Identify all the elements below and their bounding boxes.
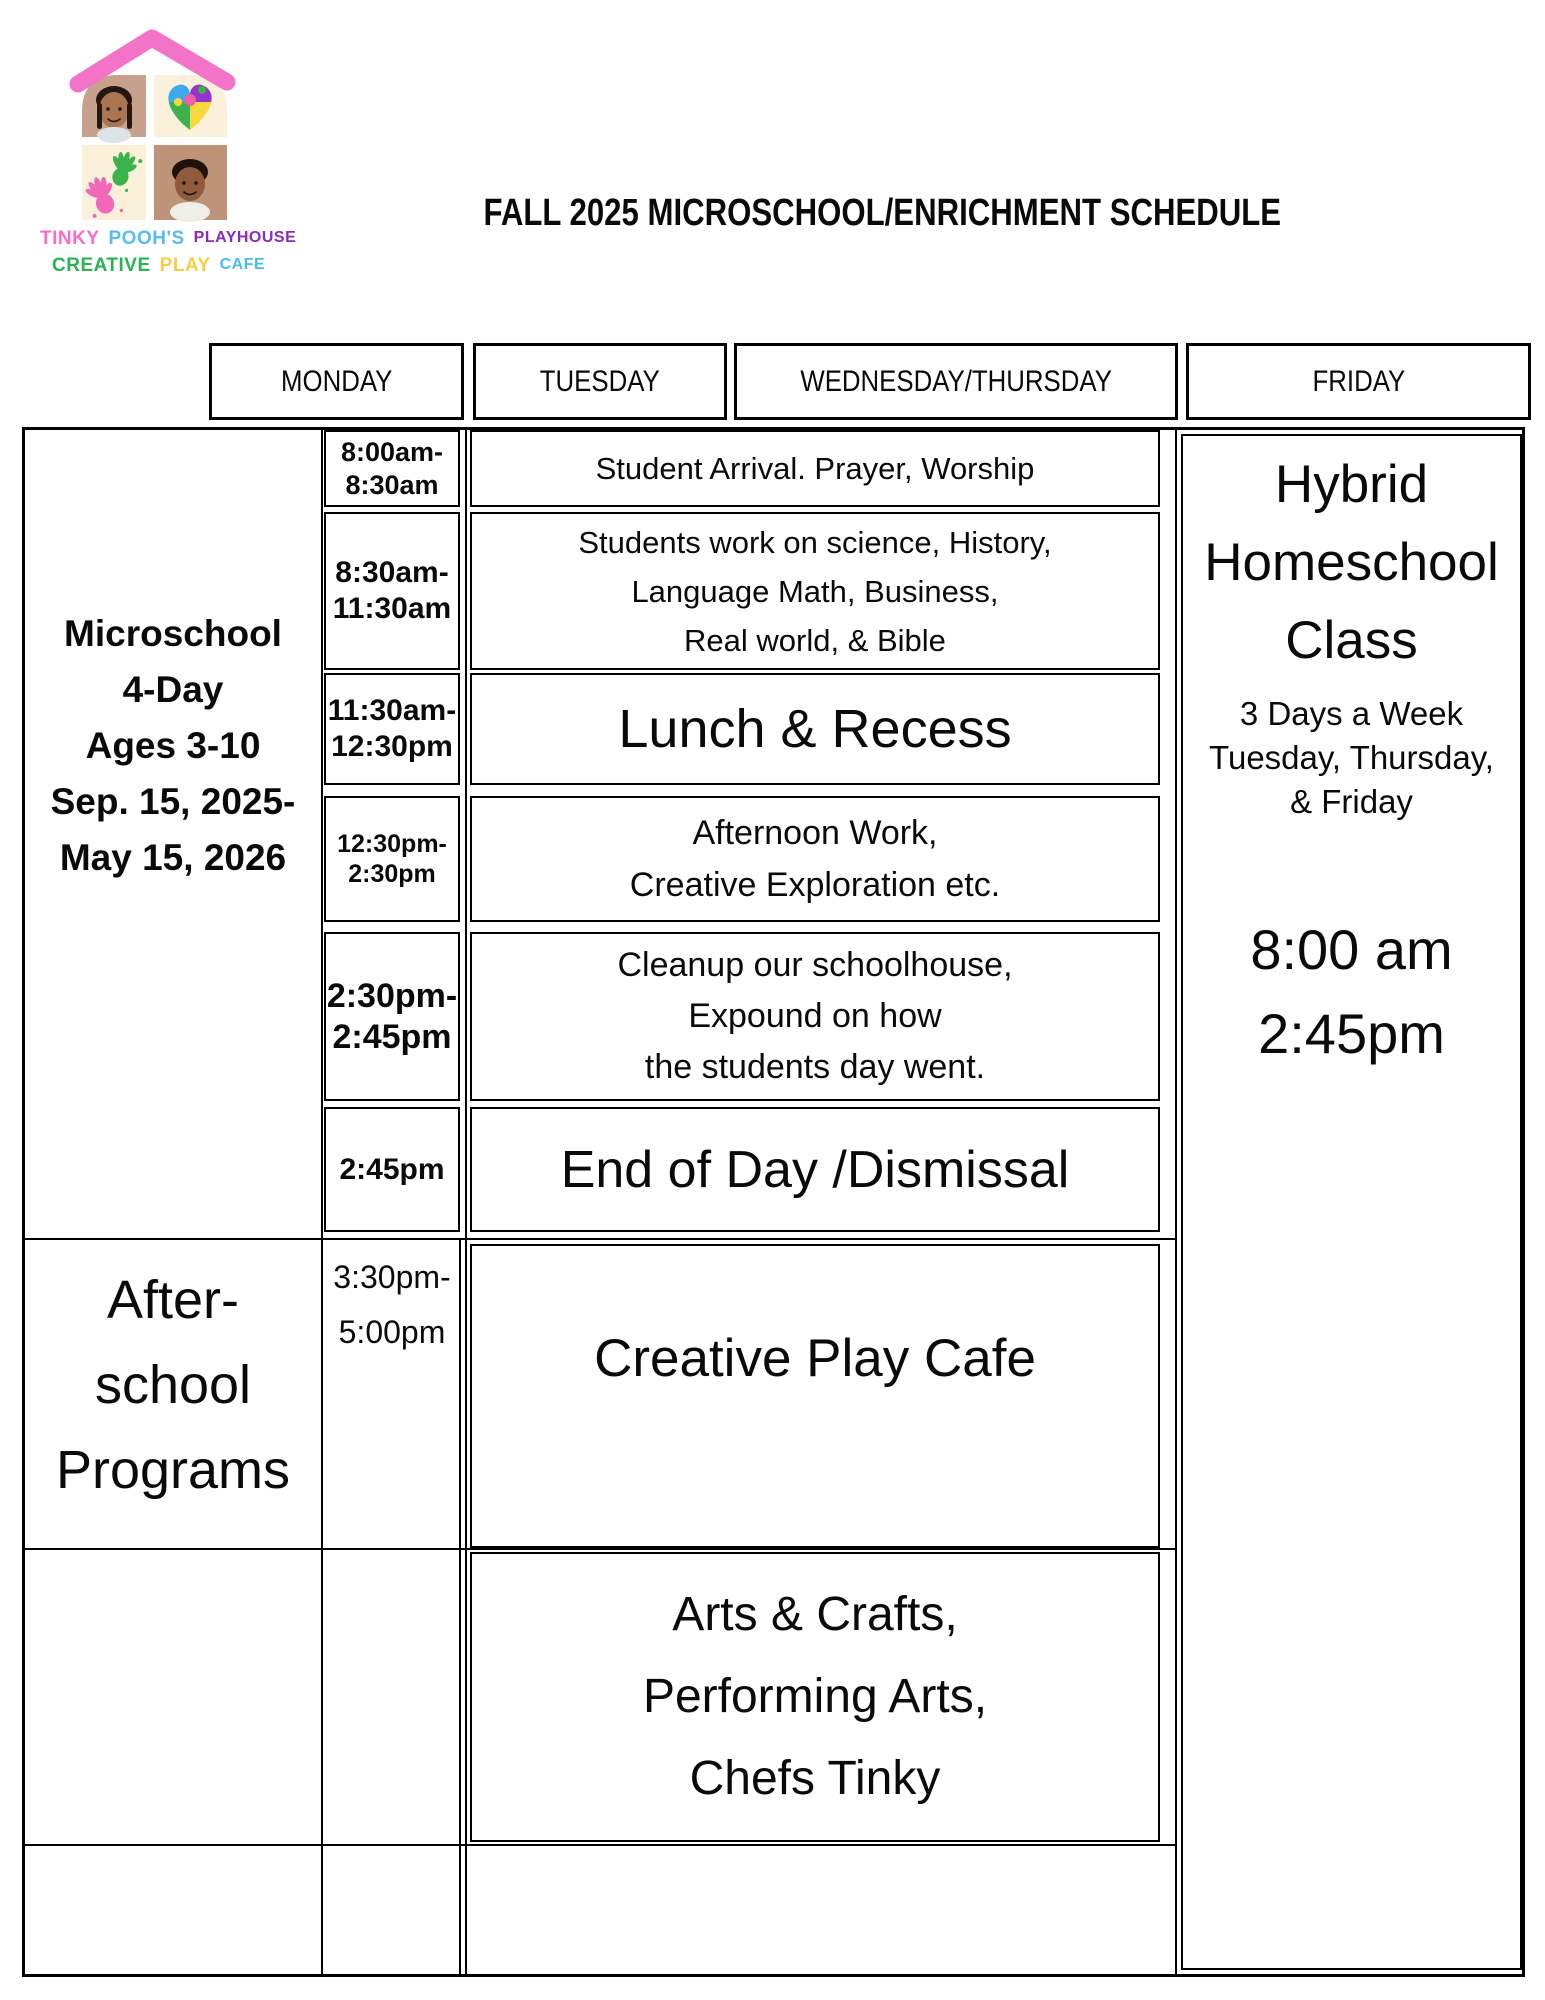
logo-text-line2 <box>52 255 265 277</box>
friday-title: Hybrid Homeschool Class <box>1204 455 1499 670</box>
divider-friday-column <box>1175 430 1177 1974</box>
day-header-wednesday-thursday: WEDNESDAY/THURSDAY <box>734 343 1178 420</box>
divider-arts-row-top <box>25 1548 1177 1550</box>
time-cell-arrival: 8:00am- 8:30am <box>324 430 460 507</box>
time-cell-cleanup: 2:30pm- 2:45pm <box>324 932 460 1101</box>
logo-word-playhouse: PLAYHOUSE <box>193 229 297 246</box>
activity-cell-creative-play-cafe: Creative Play Cafe <box>470 1244 1160 1548</box>
logo-word-poohs: POOH'S <box>108 228 185 249</box>
activity-cell-morning: Students work on science, History, Language Math, Business, Real world, & Bible <box>470 512 1160 670</box>
divider-bottom-row-top <box>25 1844 1177 1846</box>
microschool-label: Microschool 4-Day Ages 3-10 Sep. 15, 2025- May 15, 2026 <box>50 613 296 878</box>
day-header-tuesday: TUESDAY <box>473 343 727 420</box>
activity-cell-cleanup: Cleanup our schoolhouse, Expound on how the students day went. <box>470 932 1160 1101</box>
day-header-friday: FRIDAY <box>1186 343 1531 420</box>
girl-photo <box>96 86 132 143</box>
activity-cell-lunch: Lunch & Recess <box>470 673 1160 785</box>
logo-word-cafe: CAFE <box>219 256 266 273</box>
logo-word-creative: CREATIVE <box>52 255 151 276</box>
page-title: FALL 2025 MICROSCHOOL/ENRICHMENT SCHEDULE <box>483 192 1282 234</box>
time-cell-dismissal: 2:45pm <box>324 1107 460 1232</box>
roof-icon <box>78 38 227 84</box>
divider-afterschool-top <box>25 1238 1177 1240</box>
activity-cell-arrival: Student Arrival. Prayer, Worship <box>470 430 1160 507</box>
logo-text-line1 <box>40 228 296 250</box>
time-cell-lunch: 11:30am- 12:30pm <box>324 673 460 785</box>
time-cell-morning: 8:30am- 11:30am <box>324 512 460 670</box>
time-cell-afternoon: 12:30pm- 2:30pm <box>324 796 460 922</box>
time-cell-afterschool: 3:30pm- 5:00pm <box>333 1259 451 1350</box>
schedule-table <box>22 427 1525 1977</box>
friday-column-cell <box>1181 434 1522 1970</box>
activity-cell-arts: Arts & Crafts, Performing Arts, Chefs Tinky <box>470 1552 1160 1842</box>
friday-days-note: 3 Days a Week Tuesday, Thursday, & Friday <box>1209 695 1494 820</box>
activity-cell-dismissal: End of Day /Dismissal <box>470 1107 1160 1232</box>
logo-word-tinky: TINKY <box>40 228 100 249</box>
logo-word-play: PLAY <box>159 255 211 276</box>
activity-cell-afternoon: Afternoon Work, Creative Exploration etc. <box>470 796 1160 922</box>
friday-hours: 8:00 am 2:45pm <box>1250 918 1453 1065</box>
divider-left-column <box>321 430 323 1974</box>
day-header-monday: MONDAY <box>209 343 464 420</box>
afterschool-programs-label: After- school Programs <box>55 1270 291 1500</box>
divider-time-column <box>465 430 467 1974</box>
